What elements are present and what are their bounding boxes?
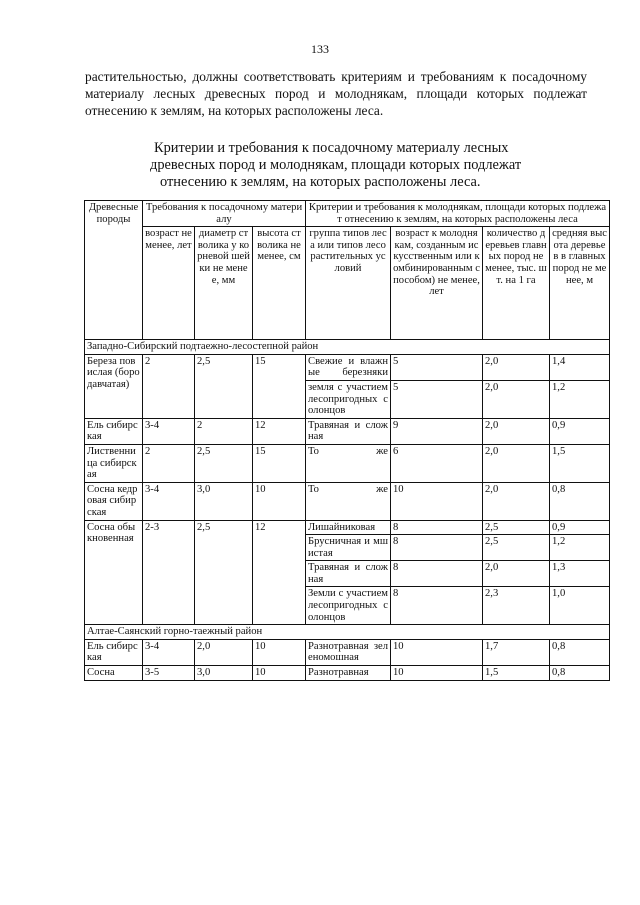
- cell-height: 12: [253, 418, 306, 444]
- cell-count: 2,0: [483, 561, 550, 587]
- cell-young-age: 8: [391, 561, 483, 587]
- table-row: [85, 444, 610, 482]
- header-count: количество деревьев главных пород не менее, тыс. шт. на 1 га: [483, 227, 550, 340]
- header-young-criteria: Критерии и требования к молоднякам, площади которых подлежат отнесению к землям, на которых расположены леса: [306, 201, 610, 227]
- cell-diameter: 2,5: [195, 444, 253, 482]
- cell-height: 10: [253, 482, 306, 520]
- species-name: Сосна: [85, 666, 143, 681]
- cell-count: 2,0: [483, 418, 550, 444]
- cell-young-age: 9: [391, 418, 483, 444]
- table-title: [110, 140, 570, 191]
- species-name: Сосна кедровая сибирская: [85, 482, 143, 520]
- header-avg-height: средняя высота деревьев в главных пород не менее, м: [550, 227, 610, 340]
- cell-forest-type: То же: [306, 444, 391, 482]
- cell-avg-height: 0,8: [550, 482, 610, 520]
- page-number: 133: [311, 42, 329, 56]
- title-line: Критерии и требования к посадочному материалу лесных: [154, 140, 509, 156]
- cell-forest-type: Травяная и сложная: [306, 561, 391, 587]
- cell-count: 1,5: [483, 666, 550, 681]
- header-young-age: возраст к молоднякам, созданным искусственным или комбинированным способом) не менее, лет: [391, 227, 483, 340]
- cell-diameter: 3,0: [195, 482, 253, 520]
- species-name: Лиственница сибирская: [85, 444, 143, 482]
- cell-diameter: 2: [195, 418, 253, 444]
- cell-height: 15: [253, 354, 306, 418]
- cell-age: 2-3: [143, 520, 195, 625]
- cell-avg-height: 0,9: [550, 520, 610, 535]
- cell-count: 2,0: [483, 354, 550, 380]
- cell-count: 2,3: [483, 587, 550, 625]
- cell-young-age: 10: [391, 482, 483, 520]
- cell-count: 2,0: [483, 444, 550, 482]
- cell-young-age: 8: [391, 520, 483, 535]
- region-name: Алтае-Саянский горно-таежный район: [85, 625, 610, 640]
- cell-forest-type: Травяная и сложная: [306, 418, 391, 444]
- header-forest-type: группа типов леса или типов лесорастительных условий: [306, 227, 391, 340]
- criteria-table: [84, 200, 610, 681]
- species-name: Береза повислая (бородавчатая): [85, 354, 143, 418]
- cell-young-age: 8: [391, 587, 483, 625]
- cell-height: 10: [253, 639, 306, 665]
- species-name: Сосна обыкновенная: [85, 520, 143, 625]
- cell-count: 1,7: [483, 639, 550, 665]
- table-row: [85, 482, 610, 520]
- cell-forest-type: земля с участием лесопригодных солонцов: [306, 380, 391, 418]
- cell-diameter: 2,0: [195, 639, 253, 665]
- cell-count: 2,0: [483, 380, 550, 418]
- cell-diameter: 3,0: [195, 666, 253, 681]
- cell-forest-type: Лишайниковая: [306, 520, 391, 535]
- title-line: отнесению к землям, на которых расположены леса.: [160, 174, 481, 190]
- cell-avg-height: 1,3: [550, 561, 610, 587]
- table-row: [85, 354, 610, 380]
- table-header-row: [85, 201, 610, 227]
- cell-avg-height: 1,4: [550, 354, 610, 380]
- header-height: высота стволика не менее, см: [253, 227, 306, 340]
- cell-young-age: 5: [391, 380, 483, 418]
- region-row: [85, 625, 610, 640]
- intro-paragraph: растительностью, должны соответствовать критериям и требованиям к посадочному материалу лесных древесных пород и молоднякам, площади которых подлежат отнесению к землям, на которых расположены леса.: [85, 69, 587, 119]
- region-row: [85, 340, 610, 355]
- cell-forest-type: Брусничная и мшистая: [306, 535, 391, 561]
- cell-age: 3-5: [143, 666, 195, 681]
- cell-forest-type: Земли с участием лесопригодных солонцов: [306, 587, 391, 625]
- cell-count: 2,0: [483, 482, 550, 520]
- cell-height: 15: [253, 444, 306, 482]
- cell-avg-height: 0,8: [550, 666, 610, 681]
- cell-young-age: 6: [391, 444, 483, 482]
- cell-young-age: 8: [391, 535, 483, 561]
- cell-avg-height: 0,8: [550, 639, 610, 665]
- cell-forest-type: То же: [306, 482, 391, 520]
- cell-avg-height: 1,5: [550, 444, 610, 482]
- cell-height: 10: [253, 666, 306, 681]
- species-name: Ель сибирская: [85, 639, 143, 665]
- region-name: Западно-Сибирский подтаежно-лесостепной район: [85, 340, 610, 355]
- title-line: древесных пород и молоднякам, площади которых подлежат: [150, 157, 522, 173]
- cell-diameter: 2,5: [195, 354, 253, 418]
- cell-age: 3-4: [143, 639, 195, 665]
- table-row: [85, 666, 610, 681]
- cell-count: 2,5: [483, 520, 550, 535]
- cell-young-age: 10: [391, 666, 483, 681]
- cell-age: 2: [143, 444, 195, 482]
- header-species: Древесные породы: [85, 201, 143, 340]
- cell-age: 2: [143, 354, 195, 418]
- cell-forest-type: Свежие и влажные березняки: [306, 354, 391, 380]
- table-row: [85, 520, 610, 535]
- header-diameter: диаметр стволика у корневой шейки не менее, мм: [195, 227, 253, 340]
- table-header-row: [85, 227, 610, 340]
- species-name: Ель сибирская: [85, 418, 143, 444]
- cell-young-age: 5: [391, 354, 483, 380]
- header-planting-requirements: Требования к посадочному материалу: [143, 201, 306, 227]
- cell-age: 3-4: [143, 418, 195, 444]
- cell-diameter: 2,5: [195, 520, 253, 625]
- cell-height: 12: [253, 520, 306, 625]
- table-row: [85, 639, 610, 665]
- cell-age: 3-4: [143, 482, 195, 520]
- table-row: [85, 418, 610, 444]
- cell-avg-height: 1,0: [550, 587, 610, 625]
- cell-young-age: 10: [391, 639, 483, 665]
- cell-avg-height: 1,2: [550, 535, 610, 561]
- cell-avg-height: 1,2: [550, 380, 610, 418]
- cell-avg-height: 0,9: [550, 418, 610, 444]
- cell-forest-type: Разнотравная: [306, 666, 391, 681]
- cell-forest-type: Разнотравная зеленомошная: [306, 639, 391, 665]
- cell-count: 2,5: [483, 535, 550, 561]
- header-age: возраст не менее, лет: [143, 227, 195, 340]
